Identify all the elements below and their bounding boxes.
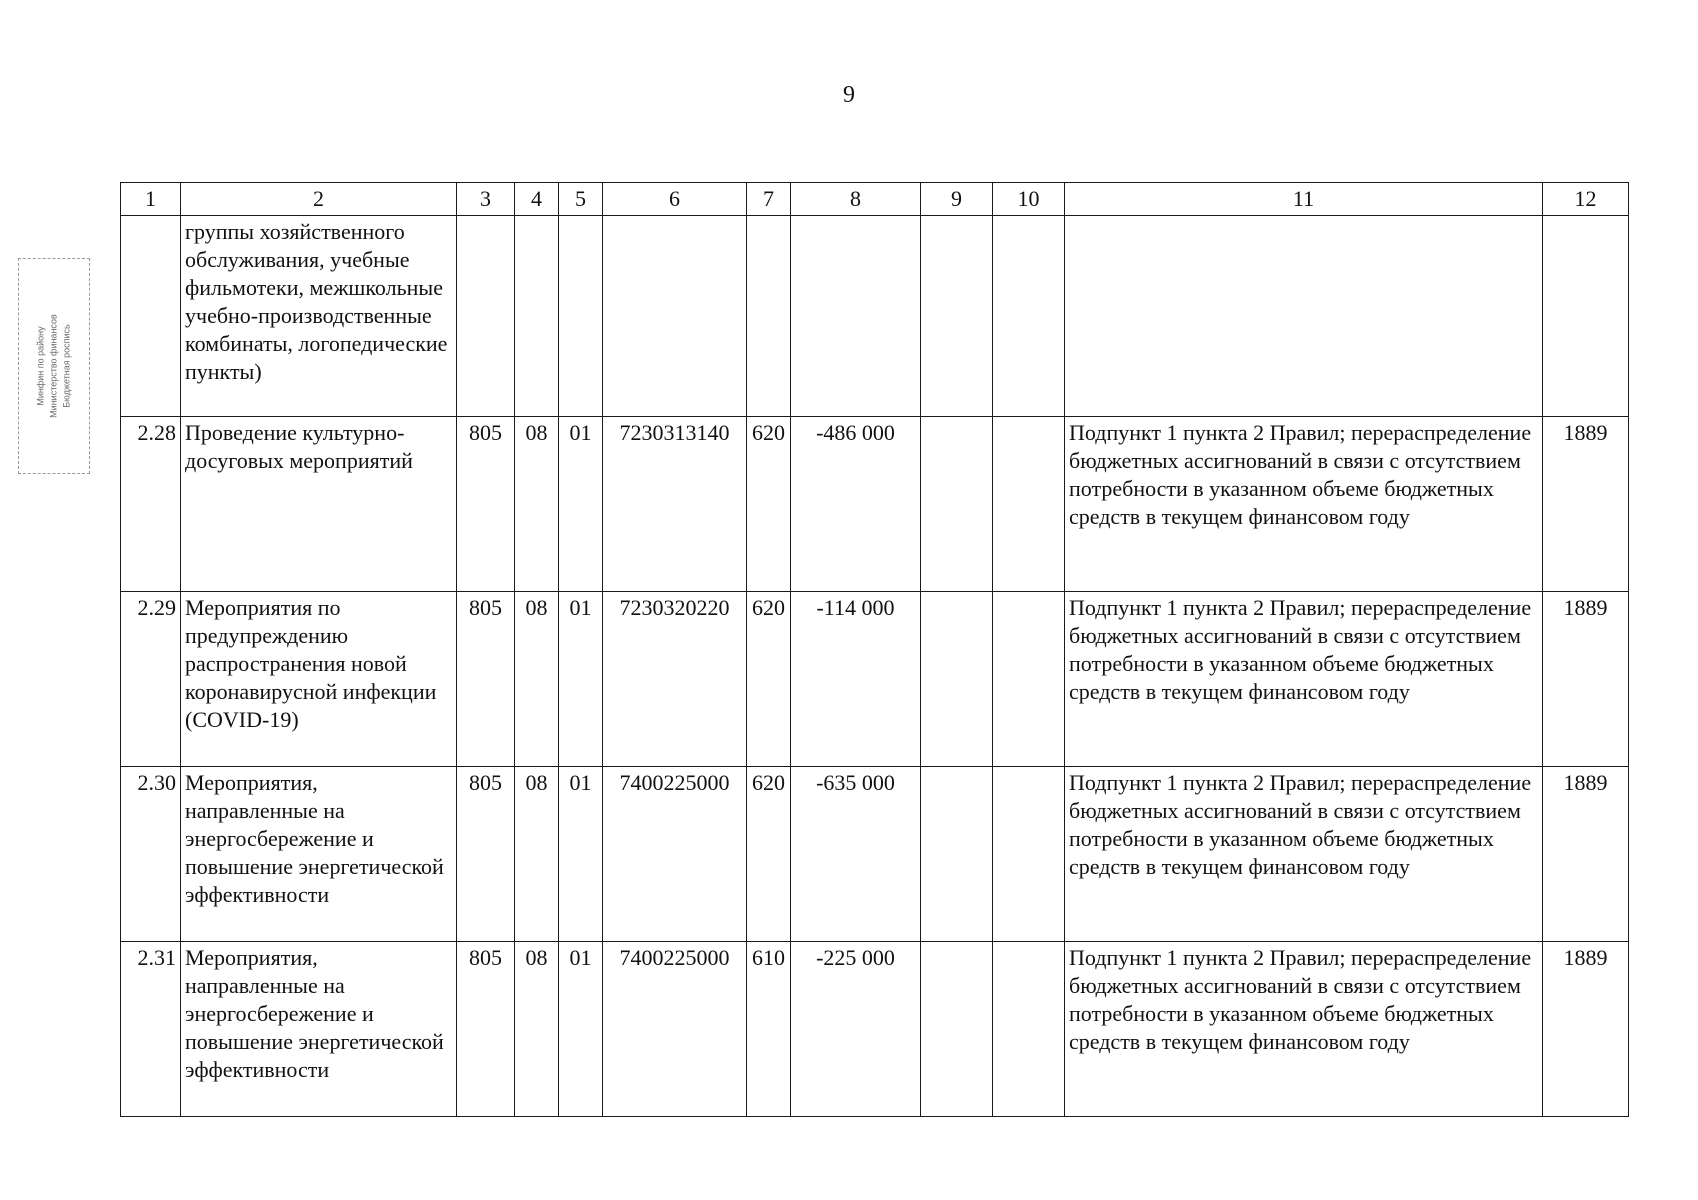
empty-cell [747, 216, 791, 417]
empty-cell [1065, 216, 1543, 417]
basis-cell: Подпункт 1 пункта 2 Правил; перераспределение бюджетных ассигнований в связи с отсутствием потребности в указанном объеме бюджетных средств в текущем финансовом году [1065, 767, 1543, 942]
expense-type-cell: 620 [747, 767, 791, 942]
num-cell: 2.31 [121, 942, 181, 1117]
amount-cell: -486 000 [791, 417, 921, 592]
header-cell: 7 [747, 183, 791, 216]
header-cell: 9 [921, 183, 993, 216]
basis-cell: Подпункт 1 пункта 2 Правил; перераспределение бюджетных ассигнований в связи с отсутствием потребности в указанном объеме бюджетных средств в текущем финансовом году [1065, 417, 1543, 592]
header-cell: 8 [791, 183, 921, 216]
expense-type-cell: 610 [747, 942, 791, 1117]
side-stamp [18, 258, 90, 474]
target-article-cell: 7400225000 [603, 942, 747, 1117]
subsection-code-cell: 01 [559, 767, 603, 942]
name-cell: Проведение культурно-досуговых мероприятий [181, 417, 457, 592]
name-cell: Мероприятия, направленные на энергосбережение и повышение энергетической эффективности [181, 767, 457, 942]
code-cell: 1889 [1543, 767, 1629, 942]
col10-cell [993, 592, 1065, 767]
empty-cell [603, 216, 747, 417]
col9-cell [921, 417, 993, 592]
section-code-cell: 08 [515, 942, 559, 1117]
header-cell: 3 [457, 183, 515, 216]
empty-cell [515, 216, 559, 417]
empty-cell [457, 216, 515, 417]
continuation-row [121, 216, 1629, 417]
expense-type-cell: 620 [747, 592, 791, 767]
empty-cell [1543, 216, 1629, 417]
side-stamp-line: Министерство финансов [48, 314, 59, 418]
section-code-cell: 08 [515, 767, 559, 942]
col9-cell [921, 592, 993, 767]
header-cell: 11 [1065, 183, 1543, 216]
page-number: 9 [843, 82, 855, 108]
expense-type-cell: 620 [747, 417, 791, 592]
table-row [121, 942, 1629, 1117]
num-cell: 2.28 [121, 417, 181, 592]
empty-cell [791, 216, 921, 417]
section-code-cell: 08 [515, 592, 559, 767]
side-stamp-line: Бюджетная роспись [61, 324, 72, 408]
num-cell [121, 216, 181, 417]
basis-cell: Подпункт 1 пункта 2 Правил; перераспределение бюджетных ассигнований в связи с отсутствием потребности в указанном объеме бюджетных средств в текущем финансовом году [1065, 592, 1543, 767]
empty-cell [559, 216, 603, 417]
header-cell: 10 [993, 183, 1065, 216]
table-row [121, 767, 1629, 942]
amount-cell: -225 000 [791, 942, 921, 1117]
header-cell: 6 [603, 183, 747, 216]
section-code-cell: 08 [515, 417, 559, 592]
ministry-code-cell: 805 [457, 942, 515, 1117]
name-cell: группы хозяйственного обслуживания, учебные фильмотеки, межшкольные учебно-производственные комбинаты, логопедические пункты) [181, 216, 457, 417]
table-row [121, 417, 1629, 592]
name-cell: Мероприятия, направленные на энергосбережение и повышение энергетической эффективности [181, 942, 457, 1117]
side-stamp-text [35, 261, 74, 471]
ministry-code-cell: 805 [457, 767, 515, 942]
amount-cell: -114 000 [791, 592, 921, 767]
num-cell: 2.29 [121, 592, 181, 767]
table-row [121, 592, 1629, 767]
ministry-code-cell: 805 [457, 417, 515, 592]
num-cell: 2.30 [121, 767, 181, 942]
col10-cell [993, 417, 1065, 592]
target-article-cell: 7400225000 [603, 767, 747, 942]
code-cell: 1889 [1543, 417, 1629, 592]
ministry-code-cell: 805 [457, 592, 515, 767]
basis-cell: Подпункт 1 пункта 2 Правил; перераспределение бюджетных ассигнований в связи с отсутствием потребности в указанном объеме бюджетных средств в текущем финансовом году [1065, 942, 1543, 1117]
subsection-code-cell: 01 [559, 592, 603, 767]
code-cell: 1889 [1543, 942, 1629, 1117]
subsection-code-cell: 01 [559, 417, 603, 592]
header-cell: 12 [1543, 183, 1629, 216]
col10-cell [993, 767, 1065, 942]
budget-table [120, 182, 1629, 1117]
col9-cell [921, 767, 993, 942]
subsection-code-cell: 01 [559, 942, 603, 1117]
code-cell: 1889 [1543, 592, 1629, 767]
header-cell: 5 [559, 183, 603, 216]
side-stamp-line: Минфин по району [35, 326, 46, 406]
empty-cell [993, 216, 1065, 417]
name-cell: Мероприятия по предупреждению распространения новой коронавирусной инфекции (COVID-19) [181, 592, 457, 767]
target-article-cell: 7230313140 [603, 417, 747, 592]
col10-cell [993, 942, 1065, 1117]
header-cell: 1 [121, 183, 181, 216]
header-cell: 4 [515, 183, 559, 216]
amount-cell: -635 000 [791, 767, 921, 942]
col9-cell [921, 942, 993, 1117]
empty-cell [921, 216, 993, 417]
header-row [121, 183, 1629, 216]
header-cell: 2 [181, 183, 457, 216]
target-article-cell: 7230320220 [603, 592, 747, 767]
